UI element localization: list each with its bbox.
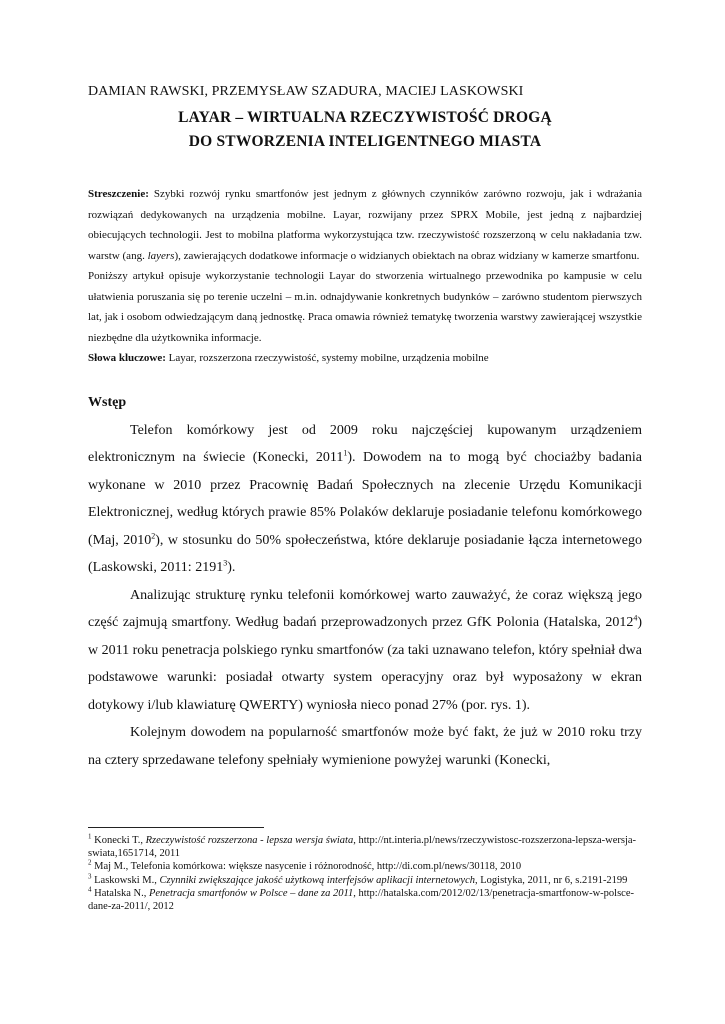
footnote-ref-1: 1 <box>343 448 348 458</box>
body-p1-text-b: ). Dowodem na to mogą być chociażby badania wykonane w 2010 przez Pracownię Badań Społecznych na zlecenie Urzędu Komunikacji Elektronicznej, według których prawie 85% Polaków deklaruje posiadanie telefonu komórkowego (Maj, 2010 <box>88 450 643 548</box>
footnote-ref-2: 2 <box>151 530 156 540</box>
footnote-divider <box>88 827 264 828</box>
footnote-number: 2 <box>88 858 92 867</box>
title-line-1: LAYAR – WIRTUALNA RZECZYWISTOŚĆ DROGĄ <box>178 109 552 126</box>
body-paragraph-3: Kolejnym dowodem na popularność smartfonów może być fakt, że już w 2010 roku trzy na cztery sprzedawane telefony spełniały wymienione powyżej warunki (Konecki, <box>88 725 642 768</box>
section-heading: Wstęp <box>88 394 127 410</box>
body-text <box>88 417 642 775</box>
abstract-label: Streszczenie: <box>88 188 149 200</box>
abstract-text-b: ), zawierających dodatkowe informacje o widzianych obiektach na obraz widziany w kamerze smartfonu. <box>174 249 640 262</box>
body-paragraph-2 <box>88 582 642 720</box>
body-p1-text-a: Telefon komórkowy jest od 2009 roku najczęściej kupowanym urządzeniem elektronicznym na świecie (Konecki, 2011 <box>88 422 642 465</box>
footnote-1 <box>88 834 642 860</box>
footnote-number: 1 <box>88 832 92 841</box>
footnote-3 <box>88 874 642 887</box>
body-p2-text-b: ) w 2011 roku penetracja polskiego rynku smartfonów (za taki uznawano telefon, który spełniał dwa podstawowe warunki: posiadał otwarty system operacyjny oraz był wyposażony w ekran dotykowy i/lub klawiaturę QWERTY) wyniosła nieco ponad 27% (por. rys. 1). <box>88 615 642 713</box>
footnote-source: , http://hatalska.com/2012/02/13/penetracja-smartfonow-w-polsce-dane-za-2011/, 2012 <box>88 887 634 913</box>
abstract <box>88 184 642 369</box>
keywords-label: Słowa kluczowe: <box>88 352 166 364</box>
footnote-number: 4 <box>88 885 92 894</box>
article-page <box>88 82 642 774</box>
authors-line: DAMIAN RAWSKI, PRZEMYSŁAW SZADURA, MACIEJ LASKOWSKI <box>88 84 524 99</box>
footnote-ref-3: 3 <box>223 558 228 568</box>
footnote-title: Rzeczywistość rozszerzona - lepsza wersja świata <box>145 835 354 846</box>
body-paragraph-1 <box>88 417 642 582</box>
footnote-title: Penetracja smartfonów w Polsce – dane za 2011 <box>148 887 354 899</box>
footnote-source: , http://nt.interia.pl/news/rzeczywistosc-rozszerzona-lepsza-wersja-swiata,1651714, 2011 <box>88 835 637 860</box>
body-p1-text-c: ), w stosunku do 50% społeczeństwa, które deklaruje posiadanie łącza internetowego (Laskowski, 2011: 2191 <box>88 532 642 575</box>
footnote-2 <box>88 860 642 873</box>
footnote-text: Konecki T., <box>91 835 146 846</box>
abstract-italic-term: layers <box>147 249 175 262</box>
abstract-text-a: Szybki rozwój rynku smartfonów jest jednym z głównych czynników zarówno rozwoju, jak i wdrażania rozwiązań dedykowanych na urządzenia mobilne. Layar, rozwijany przez SPRX Mobile, jest jedną z najbardziej obiecujących technologii. Jest to mobilna platforma wykorzystująca tzw. rzeczywistość rozszerzoną w celu nakładania tzw. warstw (ang. <box>88 188 642 262</box>
footnote-ref-4: 4 <box>633 613 638 623</box>
footnote-text: Laskowski M., <box>91 874 160 886</box>
abstract-paragraph-1 <box>88 184 642 266</box>
footnote-text: Maj M., Telefonia komórkowa: większe nasycenie i różnorodność, http://di.com.pl/news/30118, 2010 <box>91 861 522 873</box>
footnote-title: Czynniki zwiększające jakość użytkową interfejsów aplikacji internetowych <box>159 874 475 886</box>
footnote-number: 3 <box>88 872 92 881</box>
keywords-text: Layar, rozszerzona rzeczywistość, systemy mobilne, urządzenia mobilne <box>165 352 489 364</box>
keywords-line <box>88 348 642 369</box>
footnote-text: Hatalska N., <box>91 887 149 899</box>
abstract-paragraph-2: Poniższy artykuł opisuje wykorzystanie technologii Layar do stworzenia wirtualnego przewodnika po kampusie w celu ułatwienia poruszania się po terenie uczelni – m.in. odnajdywanie konkretnych budynków – zarówno studentom pierwszych lat, jak i osobom odwiedzającym daną jednostkę. Praca omawia również tematykę tworzenia warstwy zawierającej wszystkie niezbędne dla użytkownika informacje. <box>88 270 642 344</box>
title-line-2: DO STWORZENIA INTELIGENTNEGO MIASTA <box>188 133 542 150</box>
footnote-4 <box>88 887 642 913</box>
footnotes <box>88 834 642 913</box>
footnote-source: , Logistyka, 2011, nr 6, s.2191-2199 <box>475 874 628 886</box>
body-p2-text-a: Analizując strukturę rynku telefonii komórkowej warto zauważyć, że coraz większą jego część zajmują smartfony. Według badań przeprowadzonych przez GfK Polonia (Hatalska, 2012 <box>88 587 642 630</box>
body-p1-text-d: ). <box>227 560 236 575</box>
